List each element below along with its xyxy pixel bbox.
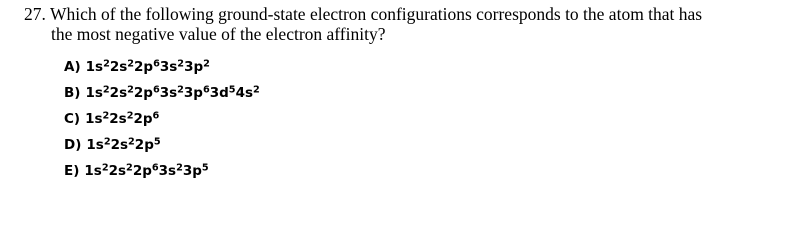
orbital: 3p bbox=[182, 163, 202, 179]
orbital: 2p bbox=[133, 111, 153, 127]
orbital: 3d bbox=[209, 85, 229, 101]
option-label: B) bbox=[64, 85, 81, 101]
option-label: C) bbox=[64, 111, 81, 127]
orbital: 3s bbox=[159, 85, 178, 101]
electron-count: 6 bbox=[153, 58, 160, 70]
electron-count: 2 bbox=[103, 58, 110, 70]
electron-count: 2 bbox=[127, 84, 134, 96]
orbital: 3s bbox=[158, 163, 177, 179]
option-c[interactable] bbox=[64, 106, 260, 132]
electron-configuration bbox=[85, 85, 259, 101]
option-label: E) bbox=[64, 163, 80, 179]
electron-count: 6 bbox=[152, 84, 160, 96]
option-label: A) bbox=[64, 59, 81, 75]
electron-configuration bbox=[86, 59, 210, 75]
option-a[interactable] bbox=[64, 54, 260, 80]
question-number: 27. bbox=[24, 4, 46, 24]
electron-configuration bbox=[85, 111, 159, 127]
orbital: 4s bbox=[235, 85, 253, 101]
option-b[interactable] bbox=[64, 80, 260, 106]
orbital: 2s bbox=[109, 59, 128, 75]
electron-configuration bbox=[86, 137, 160, 153]
electron-count: 6 bbox=[202, 84, 210, 96]
orbital: 1s bbox=[85, 59, 104, 75]
orbital: 2p bbox=[132, 163, 152, 179]
electron-count: 2 bbox=[203, 58, 210, 70]
electron-count: 2 bbox=[126, 110, 134, 122]
electron-configuration bbox=[84, 163, 208, 179]
electron-count: 6 bbox=[152, 110, 160, 122]
option-d[interactable] bbox=[64, 132, 260, 158]
option-label: D) bbox=[64, 137, 82, 153]
electron-count: 2 bbox=[101, 162, 109, 174]
orbital: 3s bbox=[159, 59, 178, 75]
electron-count: 2 bbox=[126, 162, 133, 174]
electron-count: 2 bbox=[253, 84, 260, 96]
electron-count: 5 bbox=[153, 136, 161, 148]
question-line-1 bbox=[24, 4, 784, 24]
orbital: 2s bbox=[108, 163, 127, 179]
electron-count: 2 bbox=[102, 110, 110, 122]
electron-count: 5 bbox=[228, 84, 236, 96]
orbital: 2p bbox=[134, 59, 154, 75]
electron-count: 6 bbox=[151, 162, 159, 174]
orbital: 1s bbox=[86, 137, 104, 153]
electron-count: 2 bbox=[102, 84, 110, 96]
orbital: 1s bbox=[85, 111, 103, 127]
question-stem-part-2: the most negative value of the electron affinity? bbox=[51, 24, 386, 44]
orbital: 2s bbox=[109, 85, 128, 101]
electron-count: 2 bbox=[128, 136, 135, 148]
orbital: 1s bbox=[84, 163, 102, 179]
orbital: 3p bbox=[184, 59, 204, 75]
question-text bbox=[24, 4, 784, 44]
orbital: 2p bbox=[133, 85, 153, 101]
electron-count: 2 bbox=[127, 58, 135, 70]
option-e[interactable] bbox=[64, 158, 260, 184]
question-stem-part-1: Which of the following ground-state electron configurations corresponds to the atom that has bbox=[49, 4, 703, 24]
electron-count: 2 bbox=[176, 162, 183, 174]
orbital: 2s bbox=[110, 137, 129, 153]
electron-count: 5 bbox=[201, 162, 209, 174]
electron-count: 2 bbox=[177, 58, 185, 70]
electron-count: 2 bbox=[103, 136, 111, 148]
answer-options bbox=[64, 54, 260, 184]
orbital: 2s bbox=[109, 111, 127, 127]
electron-count: 2 bbox=[177, 84, 184, 96]
orbital: 2p bbox=[134, 137, 154, 153]
orbital: 1s bbox=[85, 85, 103, 101]
orbital: 3p bbox=[183, 85, 203, 101]
